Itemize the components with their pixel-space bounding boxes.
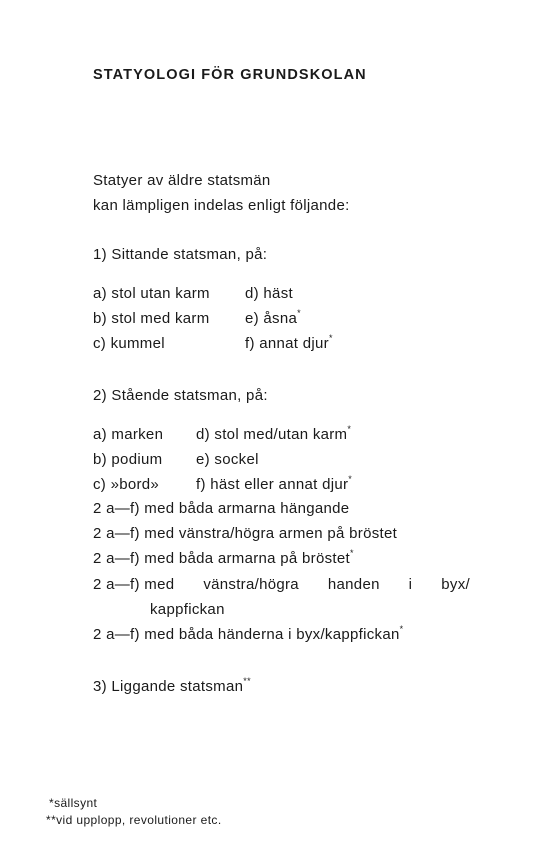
variant-4-word: i [408,576,413,593]
footnote-riots: **vid upplopp, revolutioner etc. [46,813,222,827]
intro-line-1: Statyer av äldre statsmän [93,172,271,189]
variant-4-word: 2 a—f) med [93,576,175,593]
section-2-variant-3: 2 a—f) med båda armarna på bröstet* [93,548,354,567]
section-2-item-f: f) häst eller annat djur* [196,474,353,493]
section-2-variant-2: 2 a—f) med vänstra/högra armen på bröstet [93,525,398,542]
section-1-item-f: f) annat djur* [245,333,333,352]
section-2-variant-5: 2 a—f) med båda händerna i byx/kappfickan* [93,624,404,643]
section-2-item-e: e) sockel [196,451,259,468]
section-2-item-a: a) marken [93,426,164,443]
section-1-heading: 1) Sittande statsman, på: [93,246,268,263]
intro-line-2: kan lämpligen indelas enligt följande: [93,197,350,214]
section-2-variant-4-continuation: kappfickan [150,601,225,618]
section-2-heading: 2) Stående statsman, på: [93,387,268,404]
section-2-variant-1: 2 a—f) med båda armarna hängande [93,500,350,517]
section-2-item-c: c) »bord» [93,476,160,493]
section-2-variant-4 [93,576,470,593]
section-1-item-d: d) häst [245,285,293,302]
section-3-heading: 3) Liggande statsman** [93,676,251,695]
variant-4-word: handen [327,576,380,593]
section-1-item-a: a) stol utan karm [93,285,210,302]
variant-4-word: vänstra/högra [203,576,299,593]
section-1-item-b: b) stol med karm [93,310,210,327]
section-1-item-e: e) åsna* [245,308,301,327]
footnote-rare: *sällsynt [49,796,98,810]
section-2-item-d: d) stol med/utan karm* [196,424,352,443]
section-1-item-c: c) kummel [93,335,165,352]
section-2-item-b: b) podium [93,451,163,468]
page-title: STATYOLOGI FÖR GRUNDSKOLAN [93,67,367,83]
variant-4-word: byx/ [441,576,470,593]
